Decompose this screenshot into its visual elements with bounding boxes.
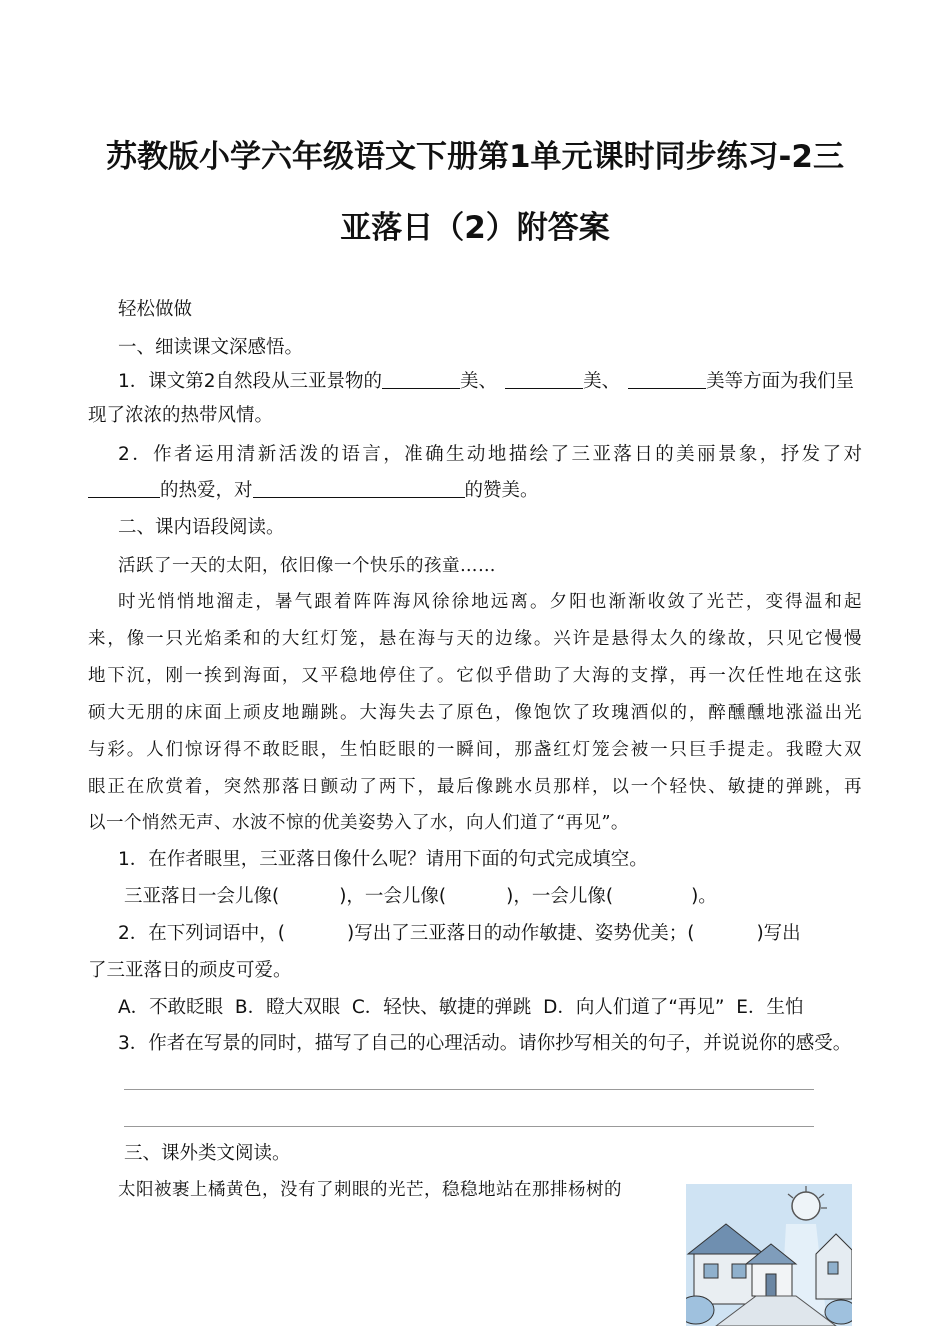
option-d: D．向人们道了“再见” <box>543 997 725 1018</box>
text: 美、 <box>460 371 498 392</box>
passage-line: 活跃了一天的太阳，依旧像一个快乐的孩童…… <box>118 556 496 576</box>
text: )。 <box>691 886 717 907</box>
s2-question1-fill <box>124 882 898 912</box>
s1-question2-cont <box>88 476 862 506</box>
s3-passage-line: 太阳被裹上橘黄色，没有了刺眼的光芒，稳稳地站在那排杨树的 <box>118 1180 622 1200</box>
passage-line: 时光悄悄地溜走，暑气跟着阵阵海风徐徐地远离。夕阳也渐渐收敛了光芒，变得温和起 <box>118 592 862 612</box>
passage-line: 眼正在欣赏着，突然那落日颤动了两下，最后像跳水员那样，以一个轻快、敏捷的弹跳，再 <box>88 777 862 797</box>
s1-question1-cont: 现了浓浓的热带风情。 <box>88 405 274 426</box>
text: )，一会儿像( <box>506 886 614 907</box>
passage-line: 以一个悄然无声、水波不惊的优美姿势入了水，向人们道了“再见”。 <box>88 813 629 833</box>
answer-blank[interactable] <box>382 368 460 389</box>
text: )写出了三亚落日的动作敏捷、姿势优美；( <box>347 923 695 944</box>
s1-question1 <box>118 367 862 397</box>
document-title-line2: 亚落日（2）附答案 <box>340 210 610 246</box>
text: 的赞美。 <box>464 480 539 501</box>
s1-question2: 2．作者运用清新活泼的语言，准确生动地描绘了三亚落日的美丽景象，抒发了对 <box>118 444 862 465</box>
s2-question3: 3．作者在写景的同时，描写了自己的心理活动。请你抄写相关的句子，并说说你的感受。 <box>118 1033 852 1054</box>
sun-icon <box>792 1192 820 1220</box>
answer-line[interactable] <box>124 1126 814 1127</box>
option-b: B．瞪大双眼 <box>234 997 341 1018</box>
answer-blank[interactable] <box>628 368 706 389</box>
document-title-line1: 苏教版小学六年级语文下册第1单元课时同步练习-2三 <box>105 139 844 175</box>
answer-line[interactable] <box>124 1089 814 1090</box>
illustration-sunset-houses <box>686 1184 852 1326</box>
s2-question1: 1．在作者眼里，三亚落日像什么呢？请用下面的句式完成填空。 <box>118 849 648 870</box>
text: 三亚落日一会儿像( <box>124 886 280 907</box>
section2-heading: 二、课内语段阅读。 <box>118 517 285 538</box>
passage-line: 与彩。人们惊讶得不敢眨眼，生怕眨眼的一瞬间，那盏红灯笼会被一只巨手提走。我瞪大双 <box>88 740 862 760</box>
text: )，一会儿像( <box>339 886 447 907</box>
option-e: E．生怕 <box>736 997 804 1018</box>
answer-blank[interactable] <box>505 368 583 389</box>
text: 1．课文第2自然段从三亚景物的 <box>118 371 383 392</box>
passage-line: 来，像一只光焰柔和的大红灯笼，悬在海与天的边缘。兴许是悬得太久的缘故，只见它慢慢 <box>88 629 862 649</box>
s2-question2-cont: 了三亚落日的顽皮可爱。 <box>88 960 292 981</box>
text: 美、 <box>583 371 621 392</box>
option-c: C．轻快、敏捷的弹跳 <box>351 997 532 1018</box>
section3-heading: 三、课外类文阅读。 <box>124 1143 291 1164</box>
text: )写出 <box>756 923 801 944</box>
text: 的热爱，对 <box>160 480 253 501</box>
text: 2．在下列词语中，( <box>118 923 285 944</box>
s2-options <box>118 993 862 1023</box>
answer-blank[interactable] <box>253 477 465 498</box>
s2-question2 <box>118 919 862 949</box>
section1-heading: 一、细读课文深感悟。 <box>118 337 304 358</box>
intro-label: 轻松做做 <box>118 299 193 320</box>
passage-line: 硕大无朋的床面上顽皮地蹦跳。大海失去了原色，像饱饮了玫瑰酒似的，醉醺醺地涨溢出光 <box>88 703 862 723</box>
text: 美等方面为我们呈 <box>706 371 855 392</box>
passage-line: 地下沉，刚一挨到海面，又平稳地停住了。它似乎借助了大海的支撑，再一次任性地在这张 <box>88 666 862 686</box>
option-a: A．不敢眨眼 <box>118 997 224 1018</box>
answer-blank[interactable] <box>88 477 160 498</box>
